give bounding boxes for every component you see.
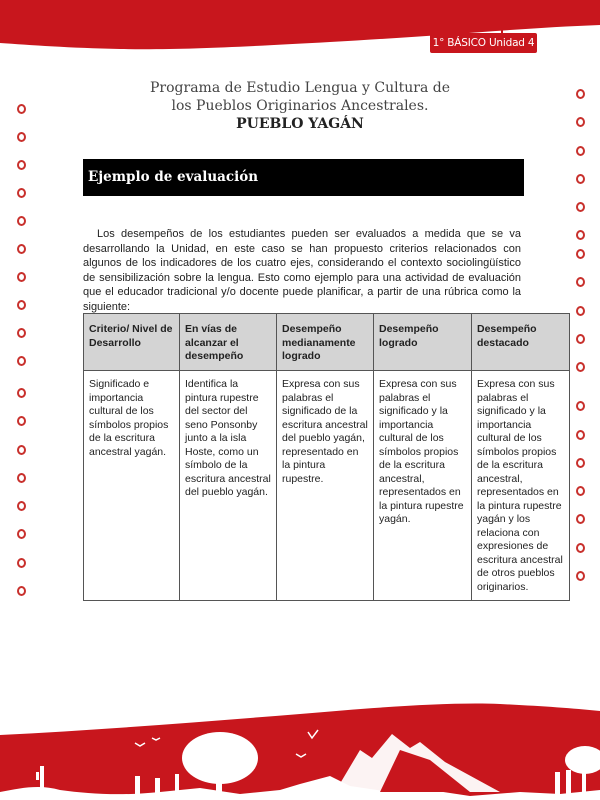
dot-ornament-icon <box>17 473 26 483</box>
dot-ornament-icon <box>576 362 585 372</box>
dot-ornament-icon <box>576 514 585 524</box>
dot-ornament-icon <box>576 334 585 344</box>
dot-ornament-icon <box>576 202 585 212</box>
dot-ornament-icon <box>576 249 585 259</box>
unit-badge: 1° BÁSICO Unidad 4 <box>430 33 537 53</box>
dot-ornament-icon <box>576 486 585 496</box>
dot-ornament-icon <box>17 416 26 426</box>
dot-ornament-icon <box>576 174 585 184</box>
dot-ornament-icon <box>17 501 26 511</box>
section-heading: Ejemplo de evaluación <box>83 159 524 196</box>
dot-ornament-icon <box>17 388 26 398</box>
header-criterio: Criterio/ Nivel de Desarrollo <box>84 314 180 371</box>
cell-en-vias: Identifica la pintura rupestre del sector del seno Ponsonby junto a la isla Hoste, como un símbolo de la escritura ancestral del pueblo yagán. <box>180 371 277 601</box>
cell-destacado: Expresa con sus palabras el significado y la importancia cultural de los símbolos propios de la escritura ancestral, representados en la pintura rupestre yagán y los relaciona con expresiones de escritura ancestral de otros pueblos originarios. <box>472 371 570 601</box>
dot-ornament-icon <box>17 586 26 596</box>
dot-ornament-icon <box>576 430 585 440</box>
dot-ornament-icon <box>576 571 585 581</box>
header-logrado: Desempeño logrado <box>374 314 472 371</box>
rubric-table <box>83 313 570 601</box>
dot-ornament-icon <box>17 188 26 198</box>
title-line-2: los Pueblos Originarios Ancestrales. <box>171 98 429 114</box>
title-line-1: Programa de Estudio Lengua y Cultura de <box>150 80 450 96</box>
dot-ornament-icon <box>17 272 26 282</box>
dot-ornament-icon <box>576 146 585 156</box>
dot-ornament-icon <box>17 216 26 226</box>
header-destacado: Desempeño destacado <box>472 314 570 371</box>
table-row <box>84 371 570 601</box>
document-title <box>0 79 600 133</box>
cell-medianamente: Expresa con sus palabras el significado de la escritura ancestral del pueblo yagán, representado en la pintura rupestre. <box>277 371 374 601</box>
dot-ornament-icon <box>17 558 26 568</box>
dot-ornament-icon <box>576 458 585 468</box>
footer-landscape-decoration <box>0 680 600 800</box>
dot-ornament-icon <box>17 244 26 254</box>
header-en-vias: En vías de alcanzar el desempeño <box>180 314 277 371</box>
header-medianamente: Desempeño medianamente logrado <box>277 314 374 371</box>
dot-ornament-icon <box>17 132 26 142</box>
intro-paragraph: Los desempeños de los estudiantes pueden ser evaluados a medida que se va desarrollando la Unidad, en este caso se han propuesto criterios relacionados con algunos de los indicadores de los cuatro ejes, considerando el contexto sociolingüístico de sensibilización sobre la lengua. Esto como ejemplo para una actividad de evaluación que el educador tradicional y/o docente puede planificar, a partir de una rúbrica como la siguiente: <box>83 228 521 313</box>
title-line-3: PUEBLO YAGÁN <box>236 116 364 132</box>
dot-ornament-icon <box>17 160 26 170</box>
dot-ornament-icon <box>576 230 585 240</box>
dot-ornament-icon <box>576 543 585 553</box>
dot-ornament-icon <box>17 356 26 366</box>
table-header-row <box>84 314 570 371</box>
cell-logrado: Expresa con sus palabras el significado y la importancia cultural de los símbolos propios de la escritura ancestral, representados en la pintura rupestre yagán. <box>374 371 472 601</box>
dot-ornament-icon <box>576 277 585 287</box>
cell-criterio: Significado e importancia cultural de los símbolos propios de la escritura ancestral yagán. <box>84 371 180 601</box>
dot-ornament-icon <box>576 401 585 411</box>
dot-ornament-icon <box>17 300 26 310</box>
dot-ornament-icon <box>576 306 585 316</box>
dot-ornament-icon <box>17 529 26 539</box>
dot-ornament-icon <box>17 445 26 455</box>
dot-ornament-icon <box>17 328 26 338</box>
